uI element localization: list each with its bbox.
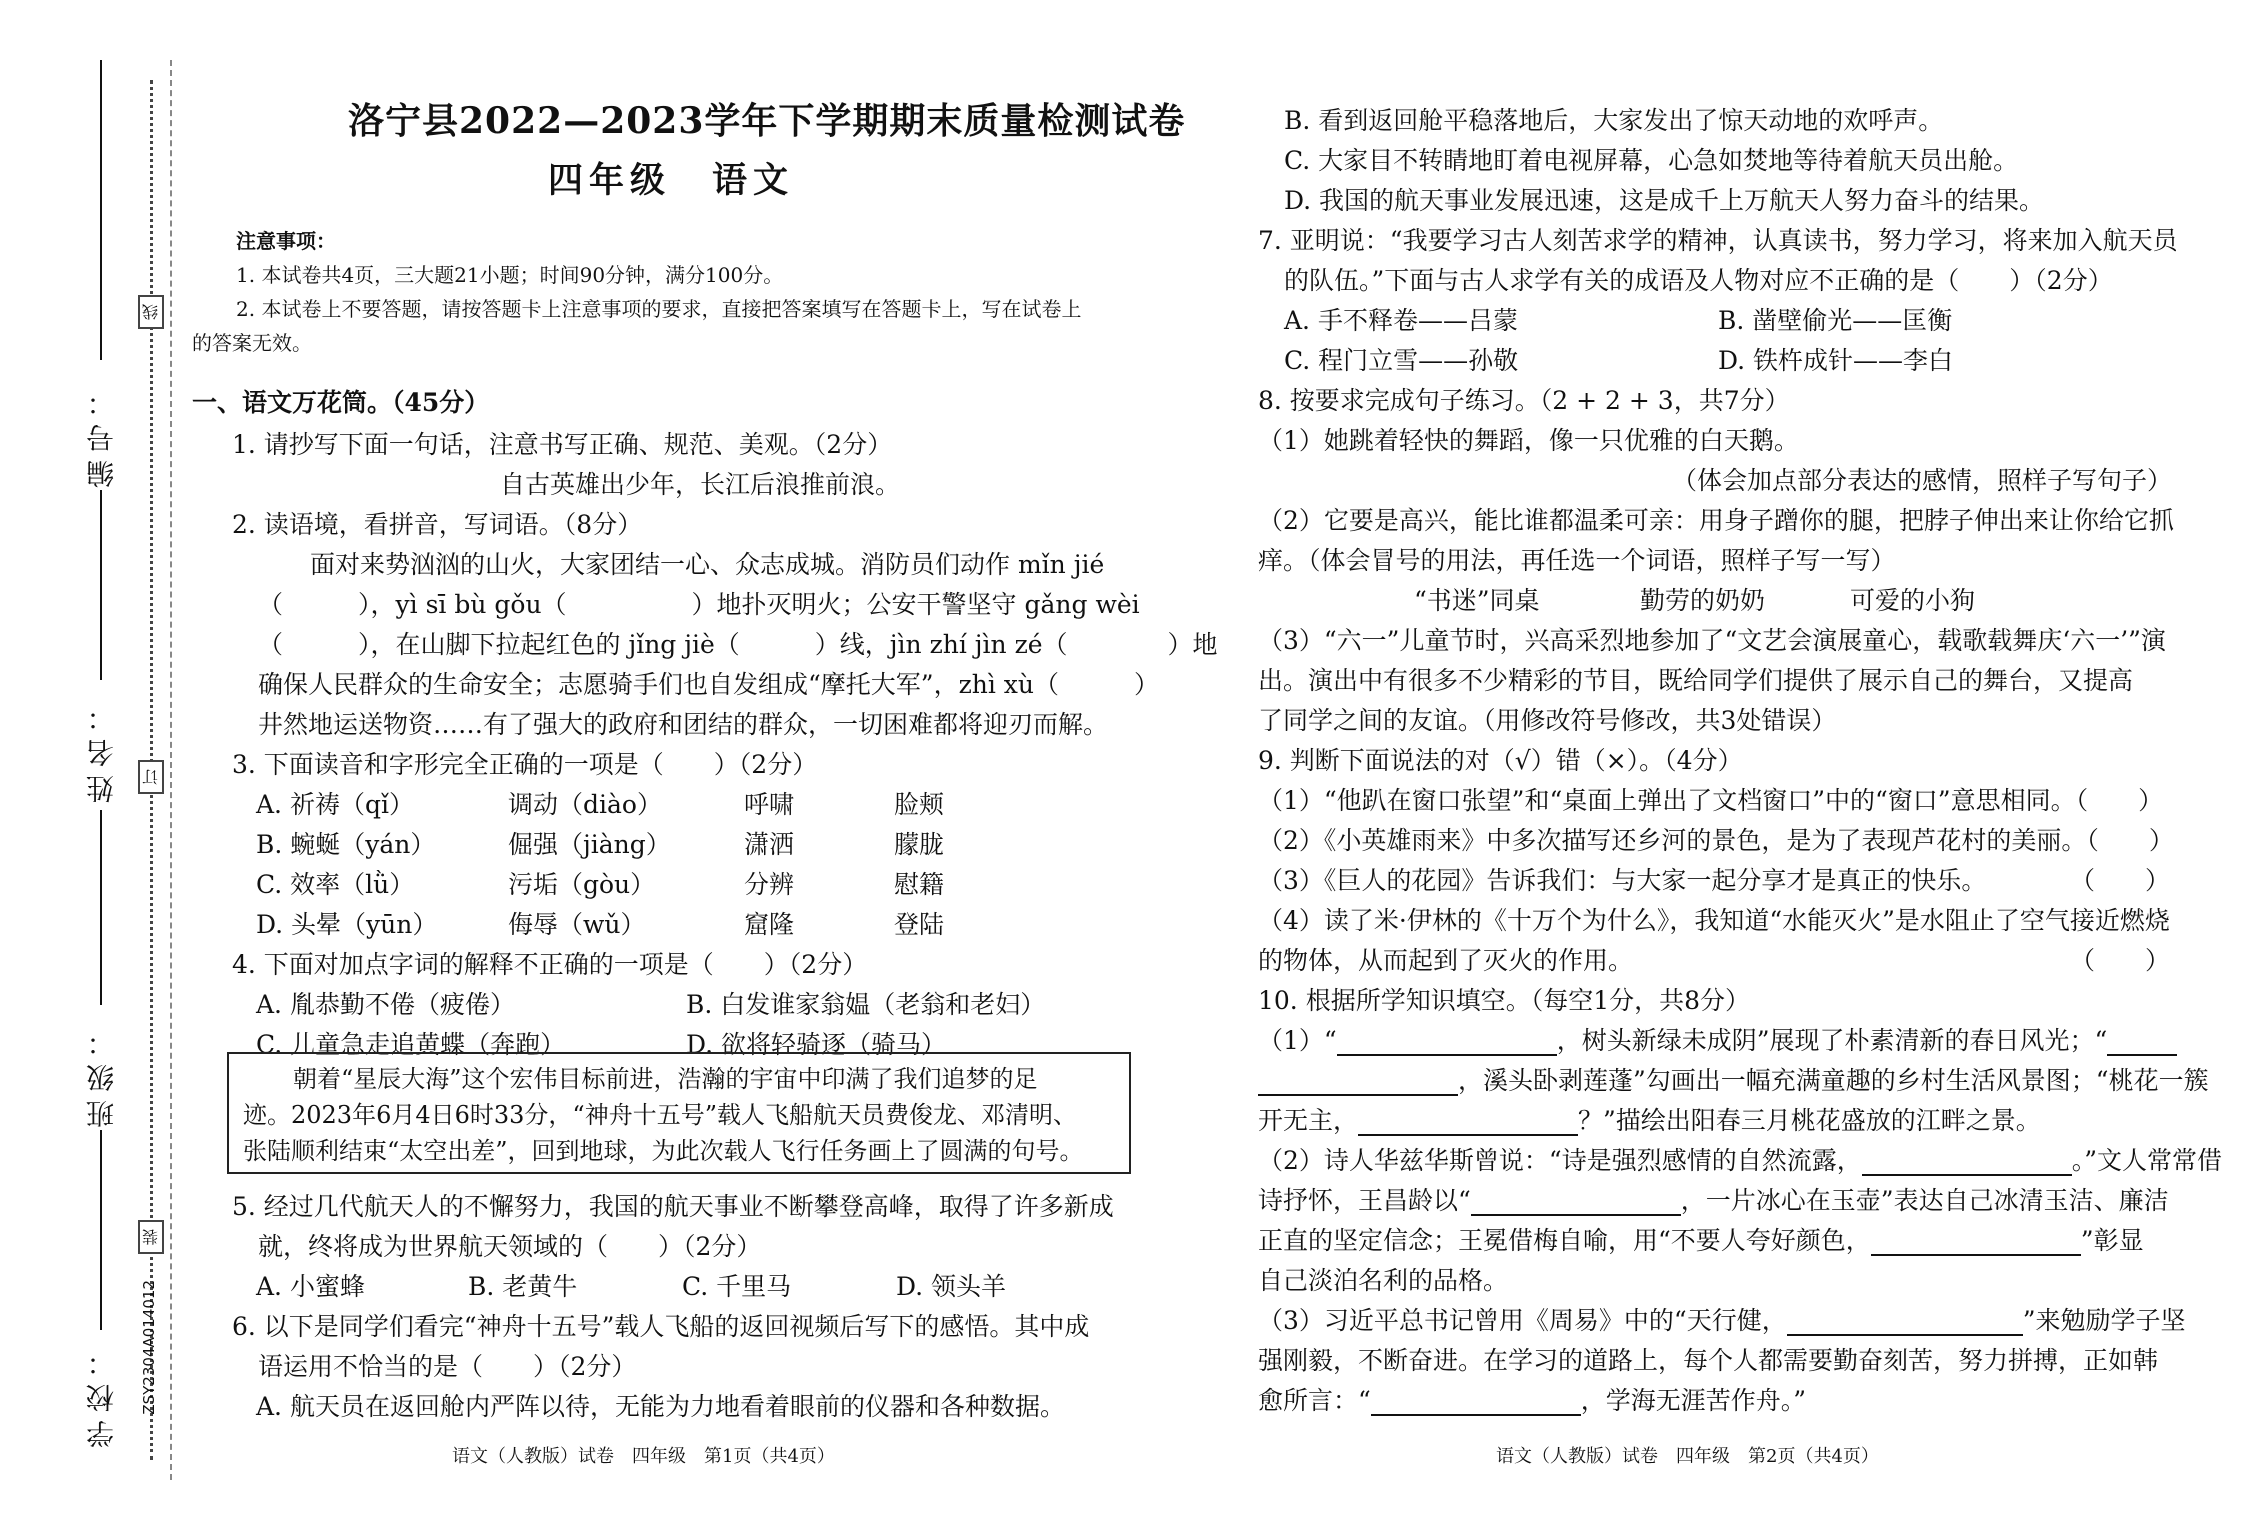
q6-line-2: 语运用不恰当的是（ ）（2分） (258, 1352, 637, 1381)
q1-sentence: 自古英雄出少年，长江后浪推前浪。 (500, 470, 901, 499)
q10-blank-2a[interactable] (2107, 1030, 2177, 1056)
name-field[interactable] (100, 490, 102, 680)
q2-text-4: 确保人民群众的生命安全；志愿骑手们也自发组成“摩托大军”，zhì xù（ ） (258, 670, 1159, 699)
cut-mark-bind: 订 (138, 760, 164, 794)
cut-mark-line: 线 (138, 295, 164, 329)
q3-c-2: 污垢（gòu） (508, 870, 656, 899)
q10-fill-6-b: ”彰显 (2080, 1226, 2144, 1255)
q10: 10. 根据所学知识填空。（每空1分，共8分） (1258, 986, 1751, 1015)
q10-fill-8 (1258, 1304, 2186, 1338)
binding-label-class: 班级： (85, 1020, 118, 1128)
q2-text-2: （ ），yì sī bù gǒu（ ）地扑灭明火；公安干警坚守 gǎng wèi (258, 590, 1140, 619)
q3-a-2: 调动（diào） (508, 790, 662, 819)
id-field[interactable] (100, 60, 102, 360)
q9-2: （2）《小英雄雨来》中多次描写还乡河的景色，是为了表现芦花村的美丽。（ ） (1258, 826, 2174, 855)
q10-blank-4[interactable] (1862, 1150, 2072, 1176)
q6-option-b: B. 看到返回舱平稳落地后，大家发出了惊天动地的欢呼声。 (1284, 106, 1944, 135)
q5-option-d: D. 领头羊 (896, 1272, 1007, 1301)
q10-fill-4-b: 。”文人常常借 (2071, 1146, 2222, 1175)
q9: 9. 判断下面说法的对（√）错（×）。（4分） (1258, 746, 1743, 775)
q8-2-line-2: 痒。（体会冒号的用法，再任选一个词语，照样子写一写） (1258, 546, 1896, 575)
q10-fill-5 (1258, 1184, 2169, 1218)
q8-2-line-1: （2）它要是高兴，能比谁都温柔可亲：用身子蹭你的腿，把脖子伸出来让你给它抓 (1258, 506, 2174, 535)
class-field[interactable] (100, 810, 102, 1005)
q10-fill-9: 强刚毅，不断奋进。在学习的道路上，每个人都需要勤奋刻苦，努力拼搏，正如韩 (1258, 1346, 2159, 1375)
q2-text-3: （ ），在山脚下拉起红色的 jǐng jiè（ ）线，jìn zhí jìn zé（ ）地 (258, 630, 1218, 659)
q6-option-a: A. 航天员在返回舱内严阵以待，无能为力地看着眼前的仪器和各种数据。 (256, 1392, 1065, 1421)
binding-dashed-line (170, 60, 172, 1480)
q3-b-3: 潇洒 (744, 830, 795, 859)
left-footer: 语文（人教版）试卷 四年级 第1页（共4页） (452, 1446, 835, 1467)
passage-line-1: 朝着“星辰大海”这个宏伟目标前进，浩瀚的宇宙中印满了我们追梦的足 (293, 1065, 1038, 1093)
q8-3-line-2: 出。演出中有很多不少精彩的节目，既给同学们提供了展示自己的舞台，又提高 (1258, 666, 2134, 695)
q1: 1. 请抄写下面一句话，注意书写正确、规范、美观。（2分） (232, 430, 893, 459)
note-2: 2. 本试卷上不要答题，请按答题卡上注意事项的要求，直接把答案填写在答题卡上，写在试卷上 (236, 297, 1082, 321)
q10-fill-7: 自己淡泊名利的品格。 (1258, 1266, 1509, 1295)
passage-line-3: 张陆顺利结束“太空出差”，回到地球，为此次载人飞行任务画上了圆满的句号。 (243, 1137, 1084, 1165)
exam-title: 洛宁县2022—2023学年下学期期末质量检测试卷 (348, 100, 1186, 142)
q3-a-3: 呼啸 (744, 790, 795, 819)
q8-1: （1）她跳着轻快的舞蹈，像一只优雅的白天鹅。 (1258, 426, 1799, 455)
section-1-heading: 一、语文万花筒。（45分） (192, 388, 490, 417)
q10-fill-2 (1258, 1064, 2209, 1098)
q8-1-instruction: （体会加点部分表达的感情，照样子写句子） (1672, 466, 2173, 495)
exam-subtitle: 四年级 语文 (548, 160, 795, 201)
q10-blank-3[interactable] (1358, 1110, 1578, 1136)
q5-option-c: C. 千里马 (682, 1272, 792, 1301)
q10-fill-3 (1258, 1104, 2041, 1138)
q3-a-4: 脸颊 (894, 790, 945, 819)
q6-option-d: D. 我国的航天事业发展迅速，这是成千上万航天人努力奋斗的结果。 (1284, 186, 2045, 215)
q8-3-line-3: 了同学之间的友谊。（用修改符号修改，共3处错误） (1258, 706, 1837, 735)
q10-fill-3-a: 开无主， (1258, 1106, 1359, 1135)
q3-c-3: 分辨 (744, 870, 795, 899)
q7-option-a: A. 手不释卷——吕蒙 (1284, 306, 1518, 335)
q3-a-1: A. 祈祷（qǐ） (256, 790, 414, 819)
q10-fill-6-a: 正直的坚定信念；王冕借梅自喻，用“不要人夸好颜色， (1258, 1226, 1871, 1255)
q8-word-2: 勤劳的奶奶 (1640, 586, 1766, 615)
q6-line-1: 6. 以下是同学们看完“神舟十五号”载人飞船的返回视频后写下的感悟。其中成 (232, 1312, 1090, 1341)
q3-d-4: 登陆 (894, 910, 945, 939)
q10-fill-4 (1258, 1144, 2222, 1178)
q8: 8. 按要求完成句子练习。（2 + 2 + 3，共7分） (1258, 386, 1790, 415)
q5-option-a: A. 小蜜蜂 (256, 1272, 365, 1301)
q7-line-1: 7. 亚明说：“我要学习古人刻苦求学的精神，认真读书，努力学习，将来加入航天员 (1258, 226, 2178, 255)
q4: 4. 下面对加点字词的解释不正确的一项是（ ）（2分） (232, 950, 868, 979)
q10-blank-1[interactable] (1337, 1030, 1557, 1056)
q4-option-b: B. 白发谁家翁媪（老翁和老妇） (686, 990, 1046, 1019)
q4-option-c: C. 儿童急走追黄蝶（奔跑） (256, 1030, 566, 1059)
q3-c-4: 慰籍 (894, 870, 945, 899)
q3-d-3: 窟隆 (744, 910, 795, 939)
reading-passage-box (227, 1052, 1131, 1174)
q10-fill-4-a: （2）诗人华兹华斯曾说：“诗是强烈感情的自然流露， (1258, 1146, 1862, 1175)
q10-fill-3-b: ？”描绘出阳春三月桃花盛放的江畔之景。 (1578, 1106, 2041, 1135)
q4-option-d: D. 欲将轻骑逐（骑马） (686, 1030, 947, 1059)
q5-line-2: 就，终将成为世界航天领域的（ ）（2分） (258, 1232, 762, 1261)
q10-blank-8[interactable] (1371, 1390, 1581, 1416)
q2-text-5: 井然地运送物资……有了强大的政府和团结的群众，一切困难都将迎刃而解。 (258, 710, 1109, 739)
passage-line-2: 迹。2023年6月4日6时33分，“神舟十五号”载人飞船航天员费俊龙、邓清明、 (243, 1101, 1077, 1129)
q3-b-2: 倔强（jiàng） (508, 830, 671, 859)
q3-d-1: D. 头晕（yūn） (256, 910, 438, 939)
q7-option-c: C. 程门立雪——孙敬 (1284, 346, 1519, 375)
binding-strip (0, 0, 190, 1535)
q10-fill-1-b: ，树头新绿未成阴”展现了朴素清新的春日风光；“ (1556, 1026, 2108, 1055)
q10-fill-2-b: ，溪头卧剥莲蓬”勾画出一幅充满童趣的乡村生活风景图；“桃花一簇 (1458, 1066, 2209, 1095)
q7-option-d: D. 铁杵成针——李白 (1718, 346, 1954, 375)
q10-fill-1-a: （1）“ (1258, 1026, 1337, 1055)
q10-fill-5-b: ，一片冰心在玉壶”表达自己冰清玉洁、廉洁 (1680, 1186, 2169, 1215)
q10-fill-1 (1258, 1024, 2177, 1058)
note-3: 的答案无效。 (192, 331, 312, 355)
right-footer: 语文（人教版）试卷 四年级 第2页（共4页） (1496, 1446, 1879, 1467)
q8-3-line-1: （3）“六一”儿童节时，兴高采烈地参加了“文艺会演展童心，载歌载舞庆‘六一’”演 (1258, 626, 2166, 655)
note-1: 1. 本试卷共4页，三大题21小题；时间90分钟，满分100分。 (236, 263, 784, 287)
q9-3-paren[interactable]: （ ） (2070, 866, 2171, 895)
q9-4-paren[interactable]: （ ） (2070, 946, 2171, 975)
q3-c-1: C. 效率（lǜ） (256, 870, 415, 899)
q9-3: （3）《巨人的花园》告诉我们：与大家一起分享才是真正的快乐。 (1258, 866, 1987, 895)
binding-label-id: 编号： (85, 380, 118, 488)
q10-blank-6[interactable] (1871, 1230, 2081, 1256)
q2: 2. 读语境，看拼音，写词语。（8分） (232, 510, 643, 539)
q8-word-1: “书迷”同桌 (1414, 586, 1540, 615)
q2-text-1: 面对来势汹汹的山火，大家团结一心、众志成城。消防员们动作 mǐn jié (310, 550, 1105, 579)
q10-fill-8-a: （3）习近平总书记曾用《周易》中的“天行健， (1258, 1306, 1787, 1335)
q3-b-4: 朦胧 (894, 830, 945, 859)
q3-b-1: B. 蜿蜒（yán） (256, 830, 436, 859)
q10-fill-6 (1258, 1224, 2144, 1258)
q3: 3. 下面读音和字形完全正确的一项是（ ）（2分） (232, 750, 818, 779)
binding-label-school: 学校： (85, 1340, 118, 1448)
q9-4-line-2: 的物体，从而起到了灭火的作用。 (1258, 946, 1634, 975)
q10-fill-10-a: 愈所言：“ (1258, 1386, 1371, 1415)
q9-4-line-1: （4）读了米·伊林的《十万个为什么》，我知道“水能灭火”是水阻止了空气接近燃烧 (1258, 906, 2170, 935)
school-field[interactable] (100, 1130, 102, 1330)
q7-option-b: B. 凿壁偷光——匡衡 (1718, 306, 1953, 335)
q10-fill-10-b: ，学海无涯苦作舟。” (1580, 1386, 1807, 1415)
q5-line-1: 5. 经过几代航天人的不懈努力，我国的航天事业不断攀登高峰，取得了许多新成 (232, 1192, 1114, 1221)
q10-blank-7[interactable] (1787, 1310, 2023, 1336)
cut-mark-staple: 装 (138, 1220, 164, 1254)
q10-blank-2b[interactable] (1258, 1070, 1458, 1096)
q5-option-b: B. 老黄牛 (468, 1272, 578, 1301)
q6-option-c: C. 大家目不转睛地盯着电视屏幕，心急如焚地等待着航天员出舱。 (1284, 146, 2019, 175)
paper-code: ZSY2304A014012 (140, 1280, 158, 1415)
q4-option-a: A. 胤恭勤不倦（疲倦） (256, 990, 515, 1019)
binding-label-name: 姓名： (85, 695, 118, 803)
q10-fill-10 (1258, 1384, 1806, 1418)
notes-heading: 注意事项： (236, 229, 336, 253)
q10-blank-5[interactable] (1471, 1190, 1681, 1216)
q9-1: （1）“他趴在窗口张望”和“桌面上弹出了文档窗口”中的“窗口”意思相同。（ ） (1258, 786, 2164, 815)
q10-fill-8-b: ”来勉励学子坚 (2022, 1306, 2186, 1335)
q10-fill-5-a: 诗抒怀，王昌龄以“ (1258, 1186, 1471, 1215)
q3-d-2: 侮辱（wǔ） (508, 910, 646, 939)
q8-word-3: 可爱的小狗 (1850, 586, 1976, 615)
q7-line-2: 的队伍。”下面与古人求学有关的成语及人物对应不正确的是（ ）（2分） (1284, 266, 2113, 295)
